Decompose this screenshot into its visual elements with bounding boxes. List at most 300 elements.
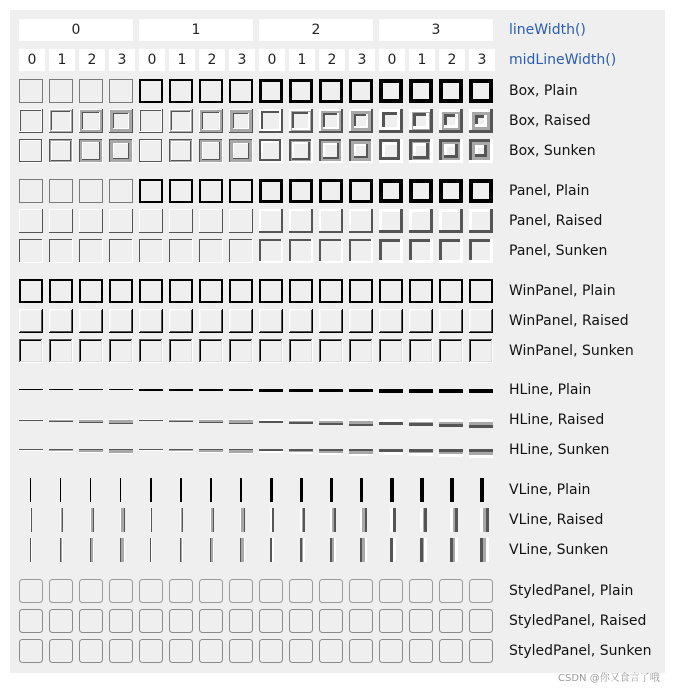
frame-cell-vline-raised [390, 508, 396, 532]
frame-cell-panel-sunken [229, 239, 253, 263]
frame-cell-styled-plain [440, 580, 463, 603]
frame-cell-winpanel-sunken [169, 339, 193, 363]
frame-cell-vline-sunken [390, 538, 396, 562]
frame-cell-box-raised [349, 109, 373, 133]
frame-cell-hline-sunken [409, 449, 433, 456]
frame-cell-box-raised [469, 109, 493, 133]
frame-cell-panel-raised [259, 209, 283, 233]
frame-cell-styled-sunken [80, 640, 103, 663]
frame-cell-winpanel-plain [139, 279, 163, 303]
frame-cell-winpanel-sunken [49, 339, 73, 363]
frame-cell-vline-sunken [420, 538, 427, 562]
frame-cell-hline-sunken [199, 449, 223, 453]
frame-cell-winpanel-sunken [229, 339, 253, 363]
line-width-header-1: 1 [139, 19, 253, 41]
frame-cell-vline-plain [240, 478, 242, 502]
frame-cell-box-plain [379, 79, 403, 103]
frame-cell-winpanel-sunken [469, 339, 493, 363]
frame-cell-box-sunken [19, 139, 43, 163]
frame-cell-winpanel-sunken [379, 339, 403, 363]
frame-cell-hline-sunken [379, 449, 403, 455]
frame-cell-winpanel-plain [49, 279, 73, 303]
frame-cell-panel-sunken [349, 239, 373, 263]
frame-cell-box-sunken [169, 139, 193, 163]
frame-cell-panel-plain [229, 179, 253, 203]
frame-cell-panel-raised [469, 209, 493, 233]
frame-cell-winpanel-raised [229, 309, 253, 333]
frame-cell-hline-raised [289, 419, 313, 424]
frame-cell-box-plain [169, 79, 193, 103]
frame-cell-winpanel-plain [409, 279, 433, 303]
frame-cell-box-raised [259, 109, 283, 133]
frame-cell-styled-plain [110, 580, 133, 603]
frame-cell-vline-sunken [90, 538, 94, 562]
frame-cell-panel-raised [49, 209, 73, 233]
frame-cell-winpanel-sunken [259, 339, 283, 363]
frame-cell-hline-raised [259, 419, 283, 423]
frame-cell-panel-sunken [289, 239, 313, 263]
frame-cell-styled-sunken [50, 640, 73, 663]
frame-cell-vline-raised [210, 508, 214, 532]
frame-cell-styled-raised [140, 610, 163, 633]
frame-cell-box-plain [49, 79, 73, 103]
frame-cell-box-sunken [439, 139, 463, 163]
frame-cell-vline-plain [210, 478, 212, 502]
frame-cell-panel-raised [379, 209, 403, 233]
frame-cell-panel-sunken [79, 239, 103, 263]
frame-cell-winpanel-plain [289, 279, 313, 303]
frame-cell-winpanel-raised [49, 309, 73, 333]
frame-cell-hline-raised [439, 419, 463, 427]
frame-cell-styled-plain [140, 580, 163, 603]
frame-cell-panel-raised [349, 209, 373, 233]
frame-cell-panel-plain [109, 179, 133, 203]
frame-cell-vline-raised [180, 508, 183, 532]
frame-cell-hline-raised [19, 419, 43, 421]
frame-cell-styled-raised [260, 610, 283, 633]
frame-cell-styled-raised [320, 610, 343, 633]
frame-cell-styled-sunken [320, 640, 343, 663]
row-label: Box, Raised [509, 113, 591, 129]
frame-cell-vline-raised [450, 508, 458, 532]
frame-cell-winpanel-plain [19, 279, 43, 303]
frame-cell-styled-raised [80, 610, 103, 633]
row-label: VLine, Sunken [509, 542, 609, 558]
frame-cell-styled-raised [50, 610, 73, 633]
frame-cell-hline-raised [199, 419, 223, 423]
frame-cell-panel-raised [199, 209, 223, 233]
frame-cell-styled-plain [50, 580, 73, 603]
frame-cell-box-sunken [349, 139, 373, 163]
row-label: Box, Plain [509, 83, 578, 99]
frame-cell-winpanel-plain [469, 279, 493, 303]
frame-cell-vline-plain [330, 478, 333, 502]
frame-cell-vline-raised [330, 508, 336, 532]
mid-line-width-header: 1 [49, 49, 75, 71]
mid-line-width-header: 1 [169, 49, 195, 71]
frame-cell-panel-sunken [259, 239, 283, 263]
frame-cell-vline-plain [90, 478, 91, 502]
frame-cell-hline-sunken [49, 449, 73, 452]
row-label: WinPanel, Sunken [509, 343, 634, 359]
frame-cell-hline-plain [79, 389, 103, 390]
frame-cell-styled-plain [380, 580, 403, 603]
frame-cell-styled-plain [200, 580, 223, 603]
frame-cell-hline-plain [49, 389, 73, 390]
frame-cell-winpanel-sunken [289, 339, 313, 363]
frame-cell-hline-raised [379, 419, 403, 425]
frame-cell-box-raised [79, 109, 103, 133]
frame-cell-vline-raised [420, 508, 427, 532]
frame-cell-vline-sunken [60, 538, 63, 562]
frame-cell-box-sunken [409, 139, 433, 163]
frame-cell-hline-raised [469, 419, 493, 428]
row-label: StyledPanel, Raised [509, 613, 647, 629]
frame-cell-styled-plain [260, 580, 283, 603]
frame-cell-hline-sunken [79, 449, 103, 453]
mid-line-width-header: 2 [199, 49, 225, 71]
frame-cell-box-raised [409, 109, 433, 133]
frame-cell-hline-plain [229, 389, 253, 391]
frame-cell-hline-plain [19, 389, 43, 390]
frame-cell-panel-raised [139, 209, 163, 233]
frame-cell-styled-raised [200, 610, 223, 633]
frame-cell-hline-plain [139, 389, 163, 391]
frame-cell-styled-raised [170, 610, 193, 633]
frame-cell-panel-sunken [139, 239, 163, 263]
frame-cell-panel-sunken [199, 239, 223, 263]
frame-cell-hline-sunken [109, 449, 133, 454]
frame-cell-vline-sunken [180, 538, 183, 562]
frame-cell-winpanel-plain [199, 279, 223, 303]
frame-cell-vline-raised [90, 508, 94, 532]
frame-cell-winpanel-raised [289, 309, 313, 333]
frame-cell-vline-sunken [450, 538, 458, 562]
frame-cell-styled-plain [20, 580, 43, 603]
frame-cell-hline-plain [319, 389, 343, 392]
frame-cell-panel-sunken [379, 239, 403, 263]
frame-cell-winpanel-sunken [139, 339, 163, 363]
mid-line-width-header: 0 [379, 49, 405, 71]
frame-cell-box-plain [469, 79, 493, 103]
frame-cell-vline-plain [390, 478, 394, 502]
frame-cell-hline-sunken [319, 449, 343, 455]
frame-cell-hline-plain [469, 389, 493, 393]
frame-cell-hline-raised [319, 419, 343, 425]
frame-cell-box-raised [199, 109, 223, 133]
frame-cell-panel-raised [79, 209, 103, 233]
frame-cell-styled-sunken [170, 640, 193, 663]
frame-cell-hline-plain [349, 389, 373, 392]
frame-cell-box-raised [229, 109, 253, 133]
frame-cell-panel-plain [79, 179, 103, 203]
frame-cell-box-raised [49, 109, 73, 133]
frame-cell-vline-sunken [150, 538, 152, 562]
frame-cell-box-plain [289, 79, 313, 103]
frame-cell-styled-plain [320, 580, 343, 603]
frame-cell-winpanel-sunken [79, 339, 103, 363]
frame-cell-winpanel-raised [469, 309, 493, 333]
frame-cell-box-sunken [259, 139, 283, 163]
frame-cell-vline-plain [300, 478, 303, 502]
mid-line-width-header: 0 [259, 49, 285, 71]
frame-cell-winpanel-plain [109, 279, 133, 303]
frame-cell-styled-raised [410, 610, 433, 633]
row-label: Panel, Raised [509, 213, 603, 229]
frame-cell-panel-plain [409, 179, 433, 203]
frame-cell-winpanel-raised [259, 309, 283, 333]
frame-cell-box-plain [229, 79, 253, 103]
mid-line-width-header: 3 [349, 49, 375, 71]
frame-cell-winpanel-sunken [19, 339, 43, 363]
frame-cell-vline-sunken [360, 538, 367, 562]
row-label: VLine, Plain [509, 482, 591, 498]
frame-cell-box-raised [109, 109, 133, 133]
frame-cell-vline-plain [420, 478, 424, 502]
frame-cell-panel-raised [19, 209, 43, 233]
frame-cell-winpanel-raised [139, 309, 163, 333]
frame-cell-hline-sunken [229, 449, 253, 454]
frame-cell-vline-plain [150, 478, 152, 502]
frame-cell-box-sunken [319, 139, 343, 163]
frame-cell-vline-plain [450, 478, 454, 502]
frame-cell-hline-sunken [169, 449, 193, 452]
line-width-header-0: 0 [19, 19, 133, 41]
frame-cell-vline-raised [120, 508, 125, 532]
frame-cell-winpanel-raised [409, 309, 433, 333]
frame-cell-vline-sunken [270, 538, 274, 562]
frame-cell-winpanel-sunken [349, 339, 373, 363]
frame-cell-box-plain [319, 79, 343, 103]
frame-cell-vline-sunken [330, 538, 336, 562]
frame-cell-box-sunken [139, 139, 163, 163]
frame-cell-panel-sunken [319, 239, 343, 263]
frame-cell-hline-sunken [439, 449, 463, 457]
frame-cell-styled-raised [230, 610, 253, 633]
frame-cell-winpanel-plain [79, 279, 103, 303]
frame-cell-styled-sunken [380, 640, 403, 663]
frame-cell-panel-sunken [469, 239, 493, 263]
row-label: HLine, Sunken [509, 442, 610, 458]
frame-cell-winpanel-raised [199, 309, 223, 333]
mid-line-width-header: 3 [229, 49, 255, 71]
frame-cell-styled-sunken [230, 640, 253, 663]
frame-cell-panel-plain [289, 179, 313, 203]
frame-cell-winpanel-raised [169, 309, 193, 333]
frame-cell-box-sunken [109, 139, 133, 163]
frame-cell-winpanel-raised [349, 309, 373, 333]
frame-cell-winpanel-plain [439, 279, 463, 303]
frame-cell-styled-plain [170, 580, 193, 603]
frame-cell-panel-sunken [19, 239, 43, 263]
frame-cell-box-sunken [469, 139, 493, 163]
line-width-header-3: 3 [379, 19, 493, 41]
mid-line-width-header: 3 [469, 49, 495, 71]
frame-cell-styled-plain [230, 580, 253, 603]
mid-line-width-header: 3 [109, 49, 135, 71]
frame-cell-winpanel-sunken [439, 339, 463, 363]
frame-cell-styled-sunken [410, 640, 433, 663]
frame-cell-box-raised [289, 109, 313, 133]
frame-cell-winpanel-raised [439, 309, 463, 333]
row-label: WinPanel, Raised [509, 313, 629, 329]
frame-cell-hline-sunken [259, 449, 283, 453]
frame-cell-panel-plain [199, 179, 223, 203]
frame-cell-vline-sunken [210, 538, 214, 562]
mid-line-width-header: 0 [19, 49, 45, 71]
frame-cell-winpanel-plain [349, 279, 373, 303]
line-width-header-2: 2 [259, 19, 373, 41]
frame-cell-hline-plain [199, 389, 223, 391]
row-label: Box, Sunken [509, 143, 596, 159]
frame-cell-vline-raised [150, 508, 152, 532]
frame-cell-winpanel-plain [379, 279, 403, 303]
mid-line-width-header: 0 [139, 49, 165, 71]
frame-cell-styled-sunken [260, 640, 283, 663]
frame-cell-vline-sunken [480, 538, 489, 562]
frame-cell-box-raised [439, 109, 463, 133]
frame-cell-box-raised [139, 109, 163, 133]
frame-cell-panel-plain [349, 179, 373, 203]
frame-cell-panel-sunken [409, 239, 433, 263]
frame-cell-hline-sunken [469, 449, 493, 458]
row-label: Panel, Plain [509, 183, 590, 199]
frame-cell-winpanel-raised [319, 309, 343, 333]
frame-cell-winpanel-raised [109, 309, 133, 333]
frame-cell-vline-sunken [300, 538, 305, 562]
mid-line-width-header: 2 [439, 49, 465, 71]
row-label: StyledPanel, Plain [509, 583, 634, 599]
frame-cell-hline-sunken [139, 449, 163, 451]
frame-cell-hline-sunken [349, 449, 373, 456]
frame-cell-panel-sunken [169, 239, 193, 263]
frame-cell-winpanel-plain [169, 279, 193, 303]
frame-cell-hline-plain [259, 389, 283, 392]
frame-cell-panel-plain [169, 179, 193, 203]
mid-line-width-label: midLineWidth() [509, 52, 617, 68]
frame-cell-styled-plain [350, 580, 373, 603]
frame-cell-panel-raised [409, 209, 433, 233]
frame-cell-styled-plain [80, 580, 103, 603]
frame-cell-winpanel-sunken [109, 339, 133, 363]
frame-cell-styled-raised [110, 610, 133, 633]
frame-cell-hline-plain [379, 389, 403, 393]
frame-cell-panel-raised [109, 209, 133, 233]
row-label: StyledPanel, Sunken [509, 643, 652, 659]
row-label: WinPanel, Plain [509, 283, 616, 299]
frame-cell-box-raised [379, 109, 403, 133]
frame-cell-box-raised [319, 109, 343, 133]
row-label: Panel, Sunken [509, 243, 608, 259]
frame-cell-winpanel-plain [259, 279, 283, 303]
mid-line-width-header: 1 [409, 49, 435, 71]
frame-cell-styled-sunken [290, 640, 313, 663]
frame-cell-hline-plain [409, 389, 433, 393]
frame-cell-vline-raised [480, 508, 489, 532]
frame-cell-vline-plain [270, 478, 273, 502]
frame-cell-winpanel-sunken [409, 339, 433, 363]
frame-cell-styled-sunken [440, 640, 463, 663]
frame-cell-styled-raised [290, 610, 313, 633]
frame-cell-styled-raised [380, 610, 403, 633]
frame-cell-vline-plain [60, 478, 61, 502]
frame-cell-hline-raised [109, 419, 133, 424]
frame-cell-styled-plain [470, 580, 493, 603]
frame-cell-box-plain [349, 79, 373, 103]
frame-cell-box-plain [109, 79, 133, 103]
frame-cell-panel-plain [139, 179, 163, 203]
frame-cell-vline-plain [480, 478, 484, 502]
frame-cell-box-sunken [49, 139, 73, 163]
frame-cell-panel-raised [439, 209, 463, 233]
mid-line-width-header: 2 [79, 49, 105, 71]
frame-cell-styled-sunken [20, 640, 43, 663]
frame-cell-hline-raised [79, 419, 103, 423]
frame-cell-hline-raised [229, 419, 253, 424]
frame-cell-panel-sunken [439, 239, 463, 263]
frame-cell-vline-raised [300, 508, 305, 532]
frame-cell-hline-plain [439, 389, 463, 393]
frame-cell-hline-plain [109, 389, 133, 390]
frame-cell-vline-raised [30, 508, 32, 532]
frame-cell-styled-sunken [140, 640, 163, 663]
frame-cell-box-raised [19, 109, 43, 133]
row-label: HLine, Raised [509, 412, 605, 428]
frame-cell-vline-sunken [240, 538, 245, 562]
frame-cell-panel-raised [289, 209, 313, 233]
mid-line-width-header: 1 [289, 49, 315, 71]
frame-cell-styled-sunken [470, 640, 493, 663]
frame-cell-box-sunken [199, 139, 223, 163]
watermark: CSDN @你又食言了哦 [558, 673, 660, 684]
frame-cell-box-sunken [229, 139, 253, 163]
frame-cell-winpanel-raised [79, 309, 103, 333]
frame-cell-winpanel-raised [379, 309, 403, 333]
frame-cell-hline-plain [169, 389, 193, 391]
frame-cell-panel-plain [469, 179, 493, 203]
frame-cell-styled-raised [440, 610, 463, 633]
frame-cell-panel-sunken [109, 239, 133, 263]
frame-cell-hline-raised [49, 419, 73, 422]
mid-line-width-header: 2 [319, 49, 345, 71]
frame-cell-styled-sunken [200, 640, 223, 663]
frame-cell-vline-raised [240, 508, 245, 532]
frame-cell-hline-raised [349, 419, 373, 426]
frame-cell-hline-plain [289, 389, 313, 392]
line-width-label: lineWidth() [509, 22, 586, 38]
frame-cell-vline-sunken [30, 538, 32, 562]
frame-cell-panel-plain [319, 179, 343, 203]
frame-cell-hline-sunken [19, 449, 43, 451]
frame-cell-panel-raised [229, 209, 253, 233]
frame-cell-hline-sunken [289, 449, 313, 454]
frame-cell-panel-plain [259, 179, 283, 203]
frame-cell-styled-sunken [110, 640, 133, 663]
frame-cell-hline-raised [409, 419, 433, 426]
frame-cell-panel-raised [319, 209, 343, 233]
frame-cell-winpanel-raised [19, 309, 43, 333]
frame-cell-panel-plain [379, 179, 403, 203]
row-label: HLine, Plain [509, 382, 592, 398]
frame-cell-styled-raised [20, 610, 43, 633]
frame-cell-winpanel-sunken [319, 339, 343, 363]
frame-cell-box-plain [199, 79, 223, 103]
frame-cell-winpanel-sunken [199, 339, 223, 363]
frame-cell-hline-raised [139, 419, 163, 421]
frame-cell-hline-raised [169, 419, 193, 422]
frame-cell-panel-plain [49, 179, 73, 203]
frame-cell-styled-plain [290, 580, 313, 603]
